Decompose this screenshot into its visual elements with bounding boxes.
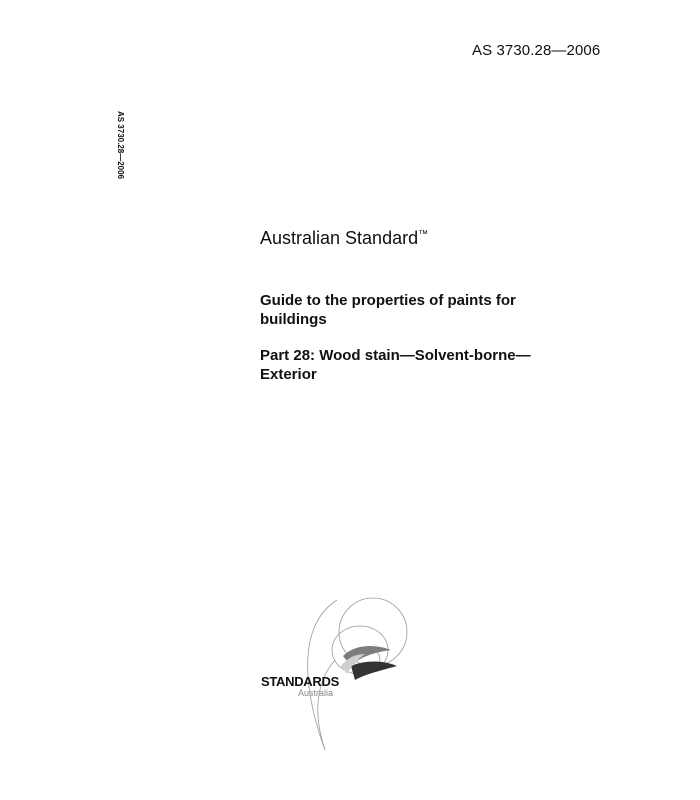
logo-wordmark: STANDARDS <box>261 674 339 689</box>
part-line-2: Exterior <box>260 366 317 383</box>
document-title <box>260 291 560 329</box>
part-title <box>260 346 560 384</box>
standard-type-label: Australian Standard <box>260 228 419 248</box>
logo-subtext: Australia <box>298 688 334 698</box>
trademark-symbol: ™ <box>418 229 429 240</box>
standards-australia-logo <box>255 590 425 770</box>
part-line-1: Part 28: Wood stain—Solvent-borne— <box>260 347 531 364</box>
title-line-1: Guide to the properties of paints for <box>260 292 516 309</box>
standard-number: AS 3730.28—2006 <box>472 42 601 59</box>
standard-type-heading <box>260 228 428 249</box>
title-line-2: buildings <box>260 311 327 328</box>
spine-standard-number: AS 3730.28—2006 <box>116 110 125 180</box>
